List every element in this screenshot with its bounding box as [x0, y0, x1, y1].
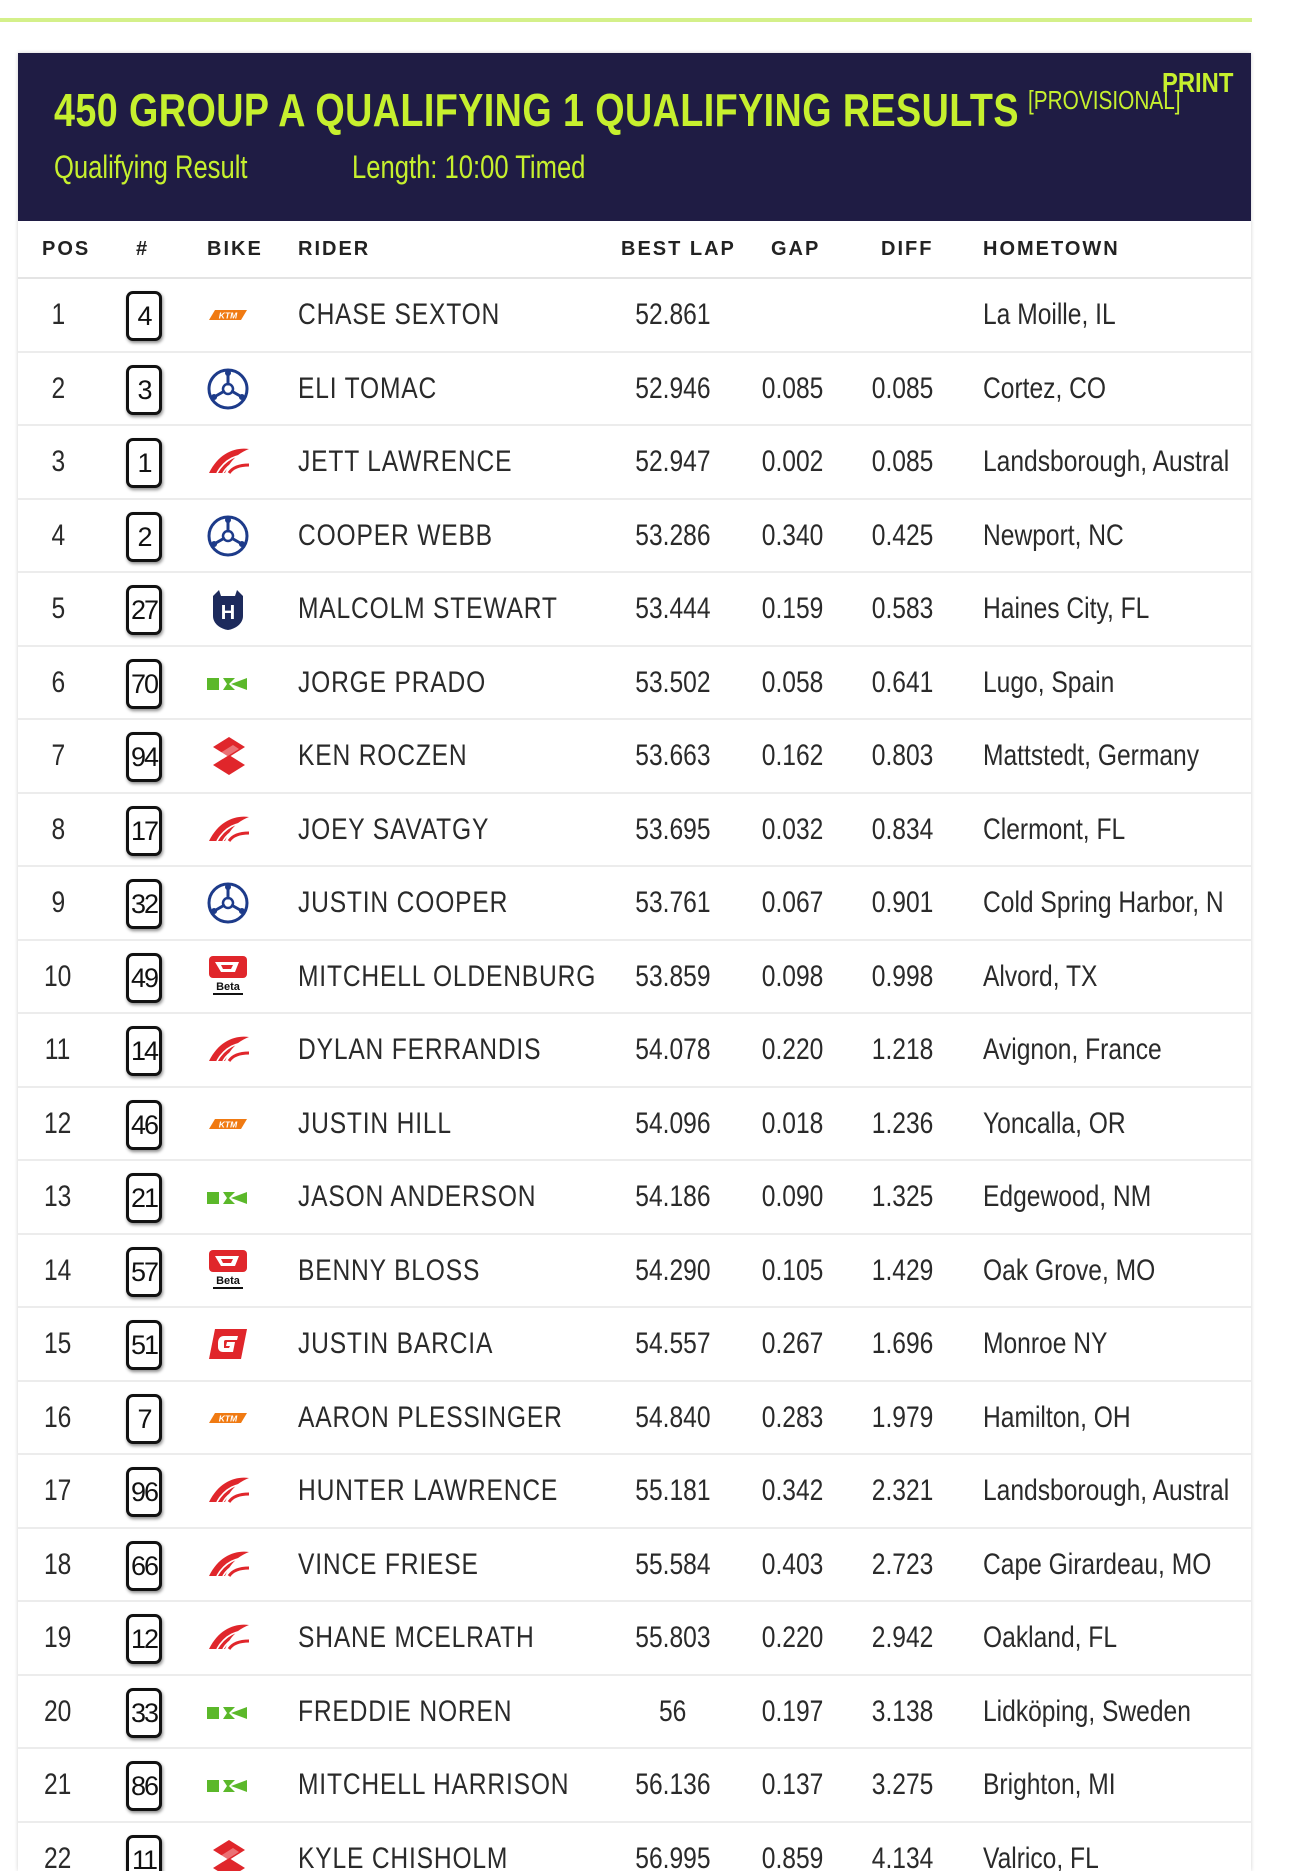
- gap-cell: 0.859: [762, 1841, 824, 1871]
- diff-cell: 0.998: [872, 959, 934, 993]
- rider-name[interactable]: JUSTIN HILL: [298, 1106, 452, 1140]
- diff-cell: 0.425: [872, 518, 934, 552]
- best-lap-cell: 54.186: [635, 1180, 711, 1213]
- table-row[interactable]: [18, 1602, 1251, 1676]
- best-lap-cell: 53.663: [635, 739, 711, 772]
- rider-number-plate: 3: [126, 365, 162, 415]
- diff-cell: 0.901: [872, 886, 934, 919]
- diff-cell: 2.723: [872, 1547, 934, 1581]
- position-cell: 7: [51, 739, 65, 772]
- gap-cell: 0.032: [762, 812, 824, 846]
- diff-cell: 1.325: [872, 1180, 934, 1213]
- ktm-logo-icon: [205, 292, 251, 338]
- rider-number-plate: 7: [126, 1394, 162, 1444]
- position-cell: 3: [51, 445, 65, 478]
- rider-name[interactable]: COOPER WEBB: [298, 518, 493, 552]
- diff-cell: 4.134: [872, 1841, 934, 1871]
- hometown-cell: Valrico, FL: [983, 1841, 1099, 1871]
- hometown-cell: Cape Girardeau, MO: [983, 1547, 1212, 1581]
- diff-cell: 1.696: [872, 1327, 934, 1360]
- top-accent-line: [0, 18, 1252, 22]
- rider-name[interactable]: JETT LAWRENCE: [298, 445, 513, 478]
- diff-cell: 3.275: [872, 1768, 934, 1801]
- hometown-cell: Brighton, MI: [983, 1768, 1116, 1801]
- rider-number-plate: 70: [126, 659, 162, 709]
- position-cell: 16: [44, 1400, 72, 1434]
- column-header-best-lap[interactable]: BEST LAP: [621, 238, 736, 260]
- rider-name[interactable]: ELI TOMAC: [298, 371, 438, 405]
- hometown-cell: Clermont, FL: [983, 812, 1126, 846]
- kawasaki-logo-icon: [205, 1689, 251, 1735]
- rider-name[interactable]: KYLE CHISHOLM: [298, 1841, 509, 1871]
- diff-cell: 0.583: [872, 592, 934, 625]
- rider-number-plate: 14: [126, 1026, 162, 1076]
- best-lap-cell: 56: [659, 1694, 687, 1728]
- table-row[interactable]: [18, 426, 1251, 500]
- position-cell: 5: [51, 592, 65, 625]
- position-cell: 15: [44, 1327, 72, 1360]
- honda-logo-icon: [205, 1468, 251, 1514]
- rider-number-plate: 4: [126, 291, 162, 341]
- results-table-body: [18, 279, 1251, 1871]
- position-cell: 20: [44, 1694, 72, 1728]
- ktm-logo-icon: [205, 1395, 251, 1441]
- kawasaki-logo-icon: [205, 1762, 251, 1808]
- gap-cell: 0.002: [762, 445, 824, 478]
- best-lap-cell: 52.946: [635, 371, 711, 405]
- table-row[interactable]: [18, 1088, 1251, 1162]
- position-cell: 22: [44, 1841, 72, 1871]
- rider-number-plate: 21: [126, 1173, 162, 1223]
- diff-cell: 1.236: [872, 1106, 934, 1140]
- svg-text:KTM: KTM: [218, 310, 238, 321]
- svg-text:Beta: Beta: [216, 1274, 240, 1287]
- honda-logo-icon: [205, 439, 251, 485]
- table-row[interactable]: [18, 573, 1251, 647]
- hometown-cell: Edgewood, NM: [983, 1180, 1152, 1213]
- gap-cell: 0.137: [762, 1768, 824, 1801]
- husqvarna-logo-icon: [205, 586, 251, 632]
- honda-logo-icon: [205, 1615, 251, 1661]
- gap-cell: 0.403: [762, 1547, 824, 1581]
- svg-text:KTM: KTM: [218, 1119, 238, 1129]
- session-length: Length: 10:00 Timed: [352, 149, 586, 185]
- best-lap-cell: 55.803: [635, 1621, 711, 1654]
- beta-logo-icon: [205, 1248, 251, 1294]
- rider-name[interactable]: MITCHELL HARRISON: [298, 1768, 570, 1801]
- position-cell: 8: [51, 812, 65, 846]
- diff-cell: 0.803: [872, 739, 934, 772]
- position-cell: 1: [51, 298, 65, 331]
- diff-cell: 2.942: [872, 1621, 934, 1654]
- rider-number-plate: 49: [126, 953, 162, 1003]
- diff-cell: [838, 279, 968, 351]
- position-cell: 19: [44, 1621, 72, 1654]
- results-header: [18, 53, 1251, 221]
- column-header-pos[interactable]: POS: [42, 238, 91, 260]
- rider-name[interactable]: DYLAN FERRANDIS: [298, 1033, 542, 1066]
- position-cell: 11: [45, 1033, 71, 1066]
- table-row[interactable]: [18, 941, 1251, 1015]
- hometown-cell: Avignon, France: [983, 1033, 1162, 1066]
- rider-name[interactable]: JUSTIN BARCIA: [298, 1327, 494, 1360]
- diff-cell: 2.321: [872, 1474, 934, 1507]
- best-lap-cell: 52.861: [635, 298, 711, 331]
- gap-cell: 0.159: [762, 592, 824, 625]
- best-lap-cell: 54.290: [635, 1253, 711, 1287]
- diff-cell: 0.085: [872, 445, 934, 478]
- column-header-rider[interactable]: RIDER: [298, 238, 371, 260]
- print-button[interactable]: PRINT: [1162, 67, 1234, 98]
- rider-number-plate: 57: [126, 1247, 162, 1297]
- gap-cell: 0.283: [762, 1400, 824, 1434]
- position-cell: 10: [44, 959, 72, 993]
- yamaha-logo-icon: [205, 366, 251, 412]
- best-lap-cell: 56.995: [635, 1841, 711, 1871]
- diff-cell: 1.979: [872, 1400, 934, 1434]
- diff-cell: 1.429: [872, 1253, 934, 1287]
- svg-text:Beta: Beta: [216, 980, 240, 993]
- column-header-diff[interactable]: DIFF: [881, 238, 934, 260]
- rider-name[interactable]: VINCE FRIESE: [298, 1547, 479, 1581]
- column-header-gap[interactable]: GAP: [771, 238, 821, 260]
- page-title: 450 GROUP A QUALIFYING 1 QUALIFYING RESULTS: [54, 84, 1019, 136]
- rider-number-plate: 17: [126, 806, 162, 856]
- best-lap-cell: 54.557: [635, 1327, 711, 1360]
- rider-name[interactable]: MITCHELL OLDENBURG: [298, 959, 597, 993]
- hometown-cell: Yoncalla, OR: [983, 1106, 1126, 1140]
- suzuki-logo-icon: [205, 1836, 251, 1871]
- position-cell: 9: [51, 886, 65, 919]
- table-row[interactable]: [18, 1235, 1251, 1309]
- gap-cell: 0.342: [762, 1474, 824, 1507]
- rider-name[interactable]: JUSTIN COOPER: [298, 886, 509, 919]
- status-badge: [PROVISIONAL]: [1028, 85, 1181, 115]
- gap-cell: 0.105: [762, 1253, 824, 1287]
- hometown-cell: La Moille, IL: [983, 298, 1116, 331]
- diff-cell: 0.834: [872, 812, 934, 846]
- gap-cell: 0.098: [762, 959, 824, 993]
- rider-name[interactable]: KEN ROCZEN: [298, 739, 468, 772]
- table-row[interactable]: [18, 647, 1251, 721]
- diff-cell: 3.138: [872, 1694, 934, 1728]
- svg-text:KTM: KTM: [218, 1413, 238, 1423]
- table-row[interactable]: [18, 279, 1251, 353]
- best-lap-cell: 53.286: [635, 518, 711, 552]
- position-cell: 12: [44, 1106, 72, 1140]
- gap-cell: 0.340: [762, 518, 824, 552]
- suzuki-logo-icon: [205, 733, 251, 779]
- rider-number-plate: 32: [126, 879, 162, 929]
- gap-cell: 0.197: [762, 1694, 824, 1728]
- rider-number-plate: 86: [126, 1761, 162, 1811]
- rider-name[interactable]: HUNTER LAWRENCE: [298, 1474, 559, 1507]
- rider-name[interactable]: SHANE MCELRATH: [298, 1621, 535, 1654]
- gap-cell: 0.162: [762, 739, 824, 772]
- kawasaki-logo-icon: [205, 1174, 251, 1220]
- column-header-hometown[interactable]: HOMETOWN: [983, 238, 1120, 260]
- gap-cell: 0.067: [762, 886, 824, 919]
- hometown-cell: Hamilton, OH: [983, 1400, 1131, 1434]
- best-lap-cell: 53.502: [635, 665, 711, 699]
- hometown-cell: Lidköping, Sweden: [983, 1694, 1191, 1728]
- hometown-cell: Alvord, TX: [983, 959, 1098, 993]
- table-row[interactable]: [18, 500, 1251, 574]
- rider-number-plate: 94: [126, 732, 162, 782]
- yamaha-logo-icon: [205, 880, 251, 926]
- gap-cell: 0.085: [762, 371, 824, 405]
- honda-logo-icon: [205, 1027, 251, 1073]
- best-lap-cell: 53.859: [635, 959, 711, 993]
- column-header-bike[interactable]: BIKE: [207, 238, 263, 260]
- table-row[interactable]: [18, 353, 1251, 427]
- gap-cell: 0.267: [762, 1327, 824, 1360]
- gap-cell: 0.220: [762, 1621, 824, 1654]
- rider-name[interactable]: JASON ANDERSON: [298, 1180, 537, 1213]
- table-header: [18, 221, 1251, 279]
- position-cell: 4: [51, 518, 65, 552]
- svg-text:H: H: [220, 602, 236, 624]
- position-cell: 18: [44, 1547, 72, 1581]
- gap-cell: 0.018: [762, 1106, 824, 1140]
- table-row[interactable]: [18, 1014, 1251, 1088]
- table-row[interactable]: [18, 1308, 1251, 1382]
- diff-cell: 0.641: [872, 665, 934, 699]
- session-type: Qualifying Result: [54, 149, 248, 185]
- gap-cell: 0.090: [762, 1180, 824, 1213]
- gasgas-logo-icon: [205, 1321, 251, 1367]
- hometown-cell: Oak Grove, MO: [983, 1253, 1156, 1287]
- rider-name[interactable]: JOEY SAVATGY: [298, 812, 490, 846]
- position-cell: 14: [44, 1253, 72, 1287]
- hometown-cell: Landsborough, Austral: [983, 1474, 1230, 1507]
- table-row[interactable]: [18, 1455, 1251, 1529]
- table-row[interactable]: [18, 1676, 1251, 1750]
- gap-cell: 0.220: [762, 1033, 824, 1066]
- rider-name[interactable]: AARON PLESSINGER: [298, 1400, 563, 1434]
- rider-name[interactable]: BENNY BLOSS: [298, 1253, 481, 1287]
- position-cell: 17: [44, 1474, 72, 1507]
- table-row[interactable]: [18, 867, 1251, 941]
- rider-name[interactable]: CHASE SEXTON: [298, 298, 501, 331]
- hometown-cell: Mattstedt, Germany: [983, 739, 1200, 772]
- beta-logo-icon: [205, 954, 251, 1000]
- rider-number-plate: 27: [126, 585, 162, 635]
- position-cell: 2: [51, 371, 65, 405]
- position-cell: 21: [44, 1768, 72, 1801]
- diff-cell: 1.218: [872, 1033, 934, 1066]
- rider-name[interactable]: FREDDIE NOREN: [298, 1694, 513, 1728]
- best-lap-cell: 53.761: [635, 886, 711, 919]
- hometown-cell: Cold Spring Harbor, N: [983, 886, 1224, 919]
- diff-cell: 0.085: [872, 371, 934, 405]
- best-lap-cell: 53.444: [635, 592, 711, 625]
- yamaha-logo-icon: [205, 513, 251, 559]
- hometown-cell: Oakland, FL: [983, 1621, 1118, 1654]
- table-row[interactable]: [18, 1823, 1251, 1871]
- position-cell: 13: [44, 1180, 72, 1213]
- table-row[interactable]: [18, 1161, 1251, 1235]
- hometown-cell: Landsborough, Austral: [983, 445, 1230, 478]
- hometown-cell: Cortez, CO: [983, 371, 1107, 405]
- best-lap-cell: 53.695: [635, 812, 711, 846]
- rider-number-plate: 46: [126, 1100, 162, 1150]
- hometown-cell: Lugo, Spain: [983, 665, 1115, 699]
- table-row[interactable]: [18, 1382, 1251, 1456]
- hometown-cell: Haines City, FL: [983, 592, 1150, 625]
- hometown-cell: Newport, NC: [983, 518, 1124, 552]
- hometown-cell: Monroe NY: [983, 1327, 1108, 1360]
- rider-number-plate: 1: [126, 438, 162, 488]
- table-row[interactable]: [18, 1529, 1251, 1603]
- best-lap-cell: 54.840: [635, 1400, 711, 1434]
- kawasaki-logo-icon: [205, 660, 251, 706]
- rider-number-plate: 11: [126, 1835, 162, 1871]
- rider-number-plate: 2: [126, 512, 162, 562]
- column-header-number[interactable]: #: [136, 238, 150, 260]
- results-panel: [18, 53, 1251, 1871]
- table-row[interactable]: [18, 720, 1251, 794]
- best-lap-cell: 54.078: [635, 1033, 711, 1066]
- best-lap-cell: 55.584: [635, 1547, 711, 1581]
- gap-cell: 0.058: [762, 665, 824, 699]
- position-cell: 6: [51, 665, 65, 699]
- honda-logo-icon: [205, 1542, 251, 1588]
- rider-name[interactable]: MALCOLM STEWART: [298, 592, 558, 625]
- table-row[interactable]: [18, 1749, 1251, 1823]
- table-row[interactable]: [18, 794, 1251, 868]
- rider-number-plate: 51: [126, 1320, 162, 1370]
- rider-number-plate: 96: [126, 1467, 162, 1517]
- best-lap-cell: 52.947: [635, 445, 711, 478]
- ktm-logo-icon: [205, 1101, 251, 1147]
- rider-number-plate: 66: [126, 1541, 162, 1591]
- honda-logo-icon: [205, 807, 251, 853]
- rider-name[interactable]: JORGE PRADO: [298, 665, 487, 699]
- best-lap-cell: 55.181: [635, 1474, 711, 1507]
- best-lap-cell: 56.136: [635, 1768, 711, 1801]
- best-lap-cell: 54.096: [635, 1106, 711, 1140]
- rider-number-plate: 33: [126, 1688, 162, 1738]
- rider-number-plate: 12: [126, 1614, 162, 1664]
